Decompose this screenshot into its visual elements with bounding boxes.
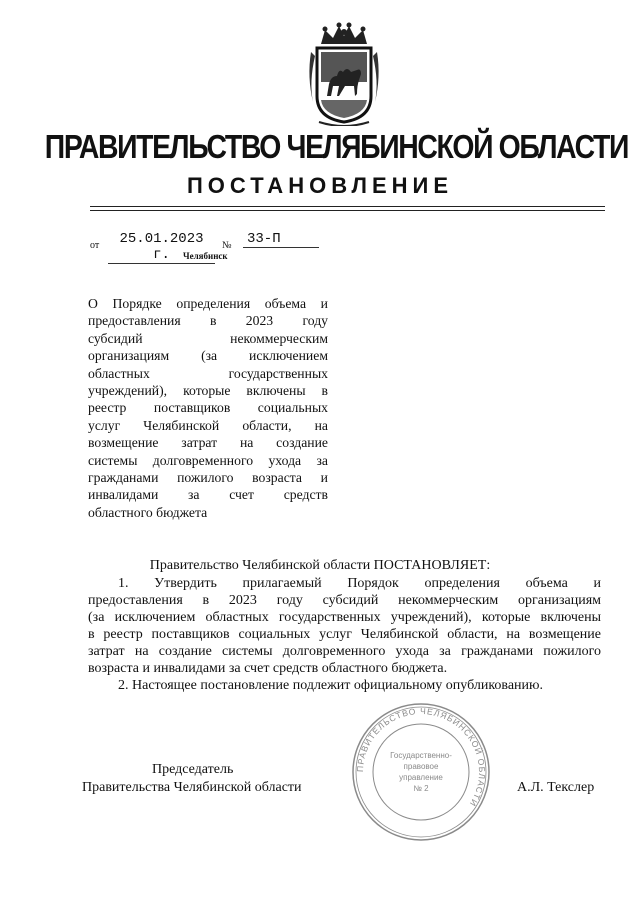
subject-line: областных государственных bbox=[88, 365, 328, 381]
body-line: возраста и инвалидами за счет средств областного бюджета. bbox=[88, 661, 448, 676]
subject-line: учреждений), которые включены в bbox=[88, 383, 328, 399]
signer-title-line1: Председатель bbox=[152, 762, 234, 777]
body-line: (за исключением областных государственных учреждений), которые включены bbox=[88, 610, 601, 625]
subject-line: предоставления в 2023 году bbox=[88, 313, 328, 329]
body-line: в реестр поставщиков социальных услуг Челябинской области, на возмещение bbox=[88, 627, 601, 642]
subject-line: О Порядке определения объема и bbox=[88, 296, 328, 311]
subject-line: субсидий некоммерческим bbox=[88, 330, 328, 346]
stamp-inner-line4: № 2 bbox=[413, 784, 429, 793]
city-label: Челябинск bbox=[183, 251, 228, 261]
body-line: предоставления в 2023 году субсидий некоммерческим организациям bbox=[88, 593, 601, 608]
resolution-body bbox=[88, 575, 601, 694]
body-line: 2. Настоящее постановление подлежит официальному опубликованию. bbox=[118, 678, 543, 693]
subject-line: областного бюджета bbox=[88, 504, 208, 520]
signer-name: А.Л. Текслер bbox=[517, 780, 595, 795]
subject-line: системы долговременного ухода за bbox=[88, 452, 328, 468]
stamp-outer-text: ПРАВИТЕЛЬСТВО ЧЕЛЯБИНСКОЙ ОБЛАСТИ bbox=[354, 705, 488, 809]
body-line: затрат на создание системы долговременного ухода за гражданами пожилого bbox=[88, 644, 601, 659]
official-stamp-icon bbox=[333, 702, 509, 843]
subject-line: инвалидами за счет средств bbox=[88, 487, 328, 503]
subject-line: услуг Челябинской области, на bbox=[88, 417, 328, 433]
subject-line: возмещение затрат на создание bbox=[88, 435, 328, 451]
subject-line: реестр поставщиков социальных bbox=[88, 400, 328, 416]
date-prefix: от bbox=[90, 240, 100, 251]
stamp-inner-line3: управление bbox=[399, 773, 443, 782]
document-type: ПОСТАНОВЛЕНИЕ bbox=[186, 173, 454, 198]
stamp-inner-line1: Государственно- bbox=[390, 751, 452, 760]
stamp-inner-line2: правовое bbox=[403, 762, 439, 771]
document-number: 33-П bbox=[243, 231, 319, 248]
number-prefix: № bbox=[222, 240, 232, 251]
coat-of-arms-icon bbox=[305, 22, 383, 126]
header-rule bbox=[90, 206, 605, 207]
header-rule-thin bbox=[90, 210, 605, 211]
organization-title: ПРАВИТЕЛЬСТВО ЧЕЛЯБИНСКОЙ ОБЛАСТИ bbox=[44, 128, 629, 165]
subject-line: гражданами пожилого возраста и bbox=[88, 470, 328, 486]
subject-line: организациям (за исключением bbox=[88, 348, 328, 364]
signer-title-line2: Правительства Челябинской области bbox=[82, 780, 302, 795]
document-subject bbox=[88, 295, 328, 521]
resolution-intro: Правительство Челябинской области ПОСТАНОВЛЯЕТ: bbox=[149, 558, 491, 573]
document-date: 25.01.2023 г. bbox=[108, 231, 215, 264]
body-line: 1. Утвердить прилагаемый Порядок определения объема и bbox=[118, 576, 601, 591]
